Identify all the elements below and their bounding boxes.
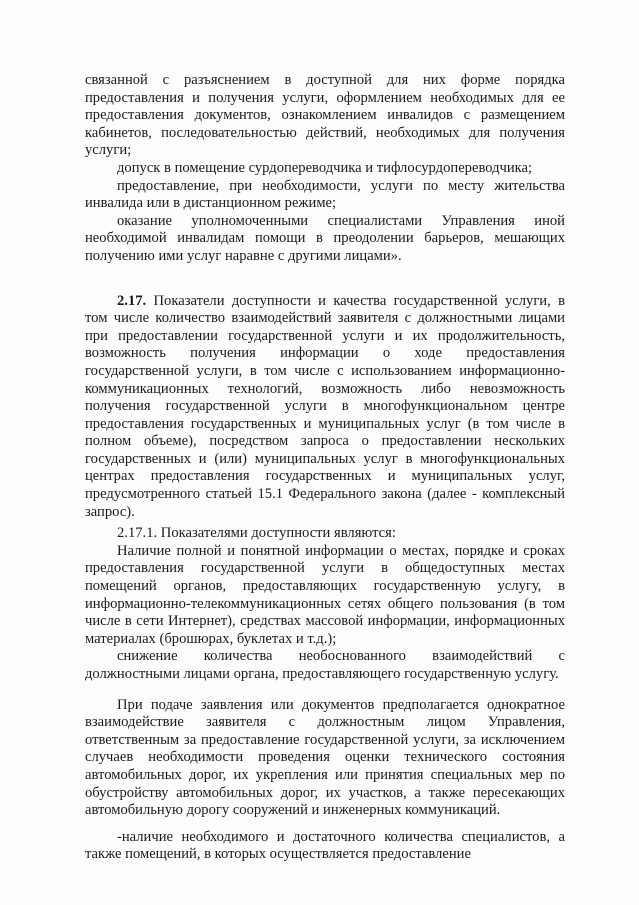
paragraph-home-service: предоставление, при необходимости, услуги по месту жительства инвалида или в дистанционном режиме; [85,177,565,212]
paragraph-single-interaction: При подаче заявления или документов предполагается однократное взаимодействие заявителя с должностным лицом Управления, ответственным за предоставление государственной услуги, за исключением случаев необходимости проведения оценки технического состояния автомобильных дорог, их укрепления или принятия специальных мер по обустройству автомобильных дорог, их участков, а также пересекающих автомобильную дорогу сооружений и инженерных коммуникаций. [85,696,565,819]
paragraph-interpreter-access: допуск в помещение сурдопереводчика и тифлосурдопереводчика; [117,159,533,176]
paragraph-continuation: связанной с разъяснением в доступной для них форме порядка предоставления и получения услуги, оформлением необходимых для ее предоставления документов, ознакомлением инвалидов с размещением кабинетов, последовательностью действий, необходимых для получения услуги; [85,72,565,159]
section-number: 2.17. [117,292,147,309]
paragraph-section-2-17 [85,293,565,522]
paragraph-reduce-interactions: снижение количества необоснованного взаимодействий с должностными лицами органа, предоставляющего государственную услугу. [85,648,565,682]
paragraph-specialists: -наличие необходимого и достаточного количества специалистов, а также помещений, в которых осуществляется предоставление [85,828,565,863]
document-body [85,72,565,864]
section-text: Показатели доступности и качества государственной услуги, в том числе количество взаимодействий заявителя с должностными лицами при предоставлении государственной услуги и их продолжительность, возможность получения информации о ходе предоставления государственной услуги, в том числе с использованием информационно-коммуникационных технологий, возможность либо невозможность получения государственной услуги в многофункциональном центре предоставления государственных и муниципальных услуг (в том числе в полном объеме), посредством запроса о предоставлении нескольких государственных и (или) муниципальных услуг в многофункциональных центрах предоставления государственных и муниципальных услуг, предусмотренного статьей 15.1 Федерального закона (далее - комплексный запрос). [85,292,565,520]
paragraph-section-2-17-1: 2.17.1. Показателями доступности являются: [117,525,396,542]
paragraph-assistance: оказание уполномоченными специалистами Управления иной необходимой инвалидам помощи в преодолении барьеров, мешающих получению ими услуг наравне с другими лицами». [85,212,565,264]
paragraph-information-availability: Наличие полной и понятной информации о местах, порядке и сроках предоставления государственной услуги в общедоступных местах помещений органов, предоставляющих государственную услугу, в информационно-телекоммуникационных сетях общего пользования (в том числе в сети Интернет), средствах массовой информации, информационных материалах (брошюрах, буклетах и т.д.); [85,542,565,647]
